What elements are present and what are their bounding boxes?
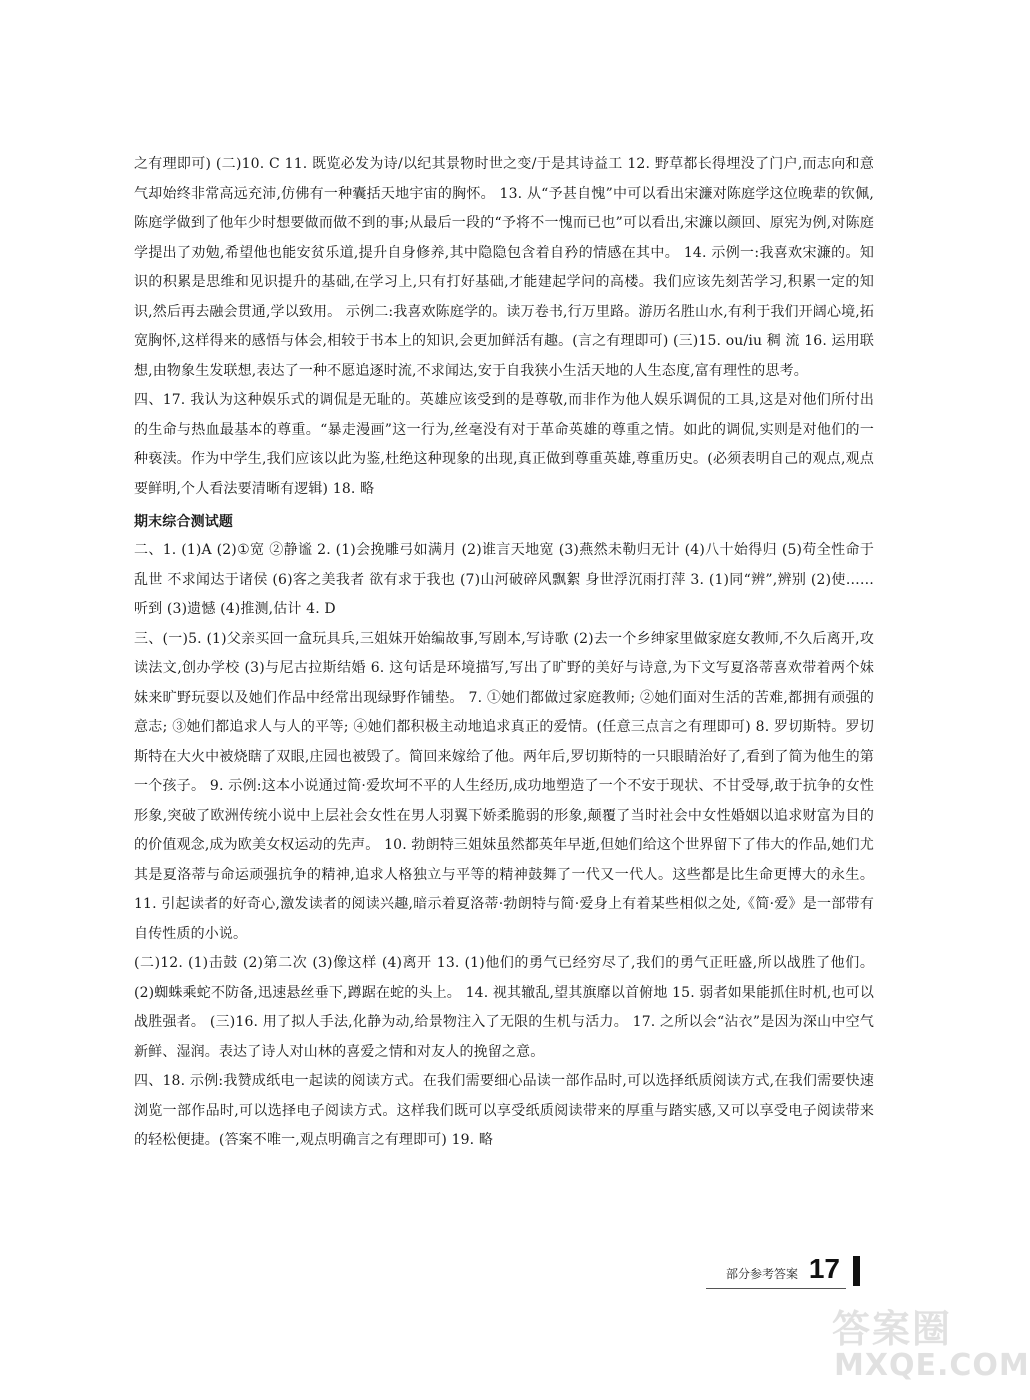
paragraph-continued-answers: 之有理即可) (二)10. C 11. 既览必发为诗/以纪其景物时世之变/于是其诗益工 12. 野草都长得埋没了门户,而志向和意气却始终非常高远充沛,仿佛有一种囊括天地宇宙的胸怀。 13. 从“予甚自愧”中可以看出宋濂对陈庭学这位晚辈的钦佩,陈庭学做到了他年少时想要做而做不到的事;从最后一段的“予将不一愧而已也”可以看出,宋濂以颜回、原宪为例,对陈庭学提出了劝勉,希望他也能安贫乐道,提升自身修养,其中隐隐包含着自矜的情感在其中。 14. 示例一:我喜欢宋濂的。知识的积累是思维和见识提升的基础,在学习上,只有打好基础,才能建起学问的高楼。我们应该先刻苦学习,积累一定的知识,然后再去融会贯通,学以致用。 示例二:我喜欢陈庭学的。读万卷书,行万里路。游历名胜山水,有利于我们开阔心境,拓宽胸怀,这样得来的感悟与体会,相较于书本上的知识,会更加鲜活有趣。(言之有理即可) (三)15. ou/iu 稠 流 16. 运用联想,由物象生发联想,表达了一种不愿追逐时流,不求闻达,安于自我狭小生活天地的人生态度,富有理性的思考。 — [134, 156, 874, 379]
page-number: 17 — [808, 1253, 840, 1284]
section-title-final-test: 期末综合测试题 — [134, 514, 234, 530]
answer-content — [134, 150, 874, 1156]
paragraph-part-three-reading-one: 三、(一)5. (1)父亲买回一盒玩具兵,三姐妹开始编故事,写剧本,写诗歌 (2)去一个乡绅家里做家庭女教师,不久后离开,攻读法文,创办学校 (3)与尼古拉斯结婚 6. 这句话是环境描写,写出了旷野的美好与诗意,为下文写夏洛蒂喜欢带着两个妹妹来旷野玩耍以及她们作品中经常出现绿野作铺垫。 7. ①她们都做过家庭教师; ②她们面对生活的苦难,都拥有顽强的意志; ③她们都追求人与人的平等; ④她们都积极主动地追求真正的爱情。(任意三点言之有理即可) 8. 罗切斯特。罗切斯特在大火中被烧瞎了双眼,庄园也被毁了。简回来嫁给了他。两年后,罗切斯特的一只眼睛治好了,看到了简为他生的第一个孩子。 9. 示例:这本小说通过简·爱坎坷不平的人生经历,成功地塑造了一个不安于现状、不甘受辱,敢于抗争的女性形象,突破了欧洲传统小说中上层社会女性在男人羽翼下娇柔脆弱的形象,颠覆了当时社会中女性婚姻以追求财富为目的的价值观念,成为欧美女权运动的先声。 10. 勃朗特三姐妹虽然都英年早逝,但她们给这个世界留下了伟大的作品,她们尤其是夏洛蒂与命运顽强抗争的精神,追求人格独立与平等的精神鼓舞了一代又一代人。这些都是比生命更博大的永生。 11. 引起读者的好奇心,激发读者的阅读兴趣,暗示着夏洛蒂·勃朗特与简·爱身上有着某些相似之处,《简·爱》是一部带有自传性质的小说。 — [134, 630, 874, 942]
paragraph-part-three-reading-two: (二)12. (1)击鼓 (2)第二次 (3)像这样 (4)离开 13. (1)他们的勇气已经穷尽了,我们的勇气正旺盛,所以战胜了他们。 (2)蜘蛛乘蛇不防备,迅速悬丝垂下,蹲踞在蛇的头上。 14. 视其辙乱,望其旗靡以首俯地 15. 弱者如果能抓住时机,也可以战胜强者。 (三)16. 用了拟人手法,化静为动,给景物注入了无限的生机与活力。 17. 之所以会“沾衣”是因为深山中空气新鲜、湿润。表达了诗人对山林的喜爱之情和对友人的挽留之意。 — [134, 955, 874, 1060]
watermark-text-cn: 答案圈 — [832, 1307, 953, 1351]
page-footer — [560, 1247, 860, 1291]
paragraph-question-17: 四、17. 我认为这种娱乐式的调侃是无耻的。英雄应该受到的是尊敬,而非作为他人娱乐调侃的工具,这是对他们所付出的生命与热血最基本的尊重。“暴走漫画”这一行为,丝毫没有对于革命英雄的尊重之情。如此的调侃,实则是对他们的一种亵渎。作为中学生,我们应该以此为鉴,杜绝这种现象的出现,真正做到尊重英雄,尊重历史。(必须表明自己的观点,观点要鲜明,个人看法要清晰有逻辑) 18. 略 — [134, 392, 874, 497]
watermark-text-en: MXQE.COM — [834, 1348, 1030, 1383]
watermark-logo — [826, 1298, 1030, 1390]
footer-rule — [706, 1288, 846, 1289]
paragraph-part-two: 二、1. (1)A (2)①宽 ②静谧 2. (1)会挽雕弓如满月 (2)谁言天地宽 (3)燕然未勒归无计 (4)八十始得归 (5)苟全性命于乱世 不求闻达于诸侯 (6)客之美我者 欲有求于我也 (7)山河破碎风飘絮 身世浮沉雨打萍 3. (1)同“辨”,辨别 (2)使……听到 (3)遗憾 (4)推测,估计 4. D — [134, 542, 874, 617]
footer-label: 部分参考答案 — [725, 1267, 798, 1281]
page-number-bar — [853, 1256, 860, 1286]
paragraph-part-four: 四、18. 示例:我赞成纸电一起读的阅读方式。在我们需要细心品读一部作品时,可以选择纸质阅读方式,在我们需要快速浏览一部作品时,可以选择电子阅读方式。这样我们既可以享受纸质阅读带来的厚重与踏实感,又可以享受电子阅读带来的轻松便捷。(答案不唯一,观点明确言之有理即可) 19. 略 — [134, 1073, 874, 1148]
